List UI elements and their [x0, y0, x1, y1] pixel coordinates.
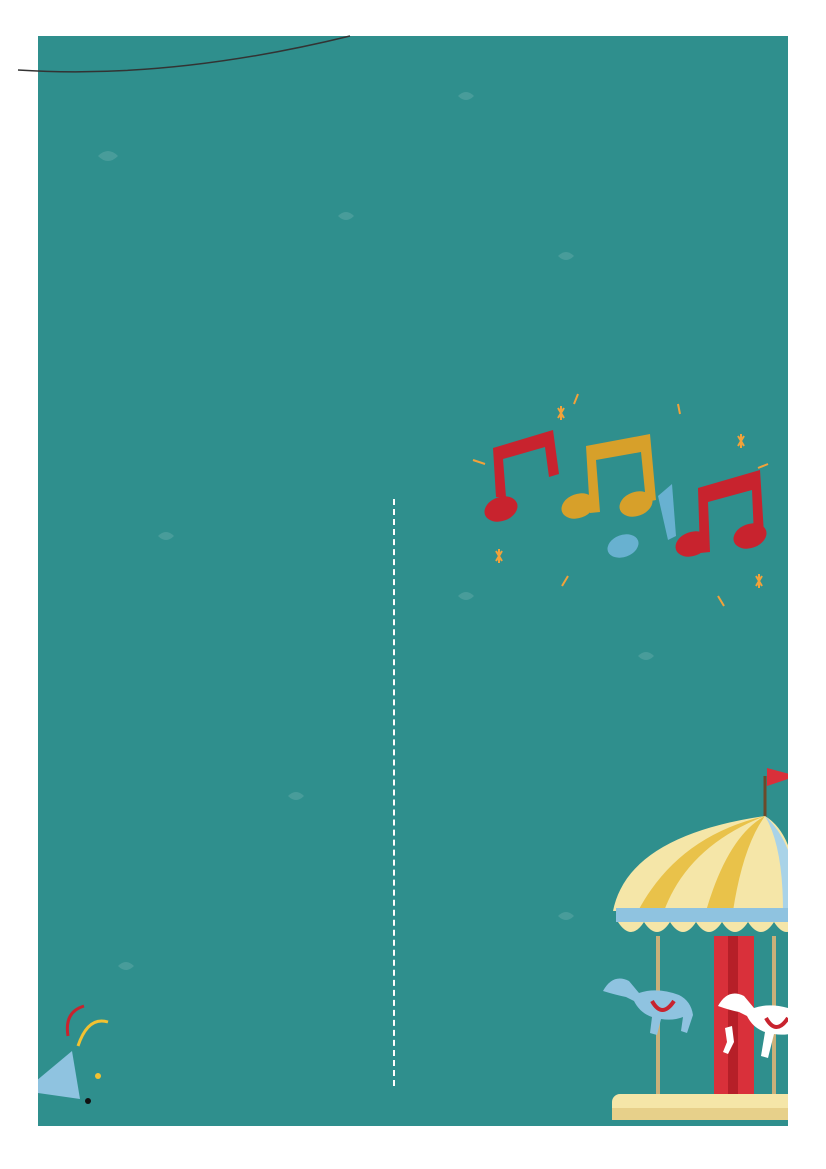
right-column	[396, 602, 636, 620]
decorative-background	[38, 36, 788, 1126]
horse-blue	[603, 979, 693, 1035]
note-red-left	[481, 430, 559, 526]
left-column	[94, 506, 384, 534]
note-red-right	[672, 470, 770, 561]
column-divider	[393, 499, 395, 1086]
note-gold	[558, 434, 656, 523]
poster	[38, 36, 788, 1126]
bunting-garland	[0, 0, 380, 100]
carousel-illustration	[603, 768, 788, 1120]
party-popper-icon	[38, 1006, 108, 1104]
music-notes	[473, 394, 770, 606]
